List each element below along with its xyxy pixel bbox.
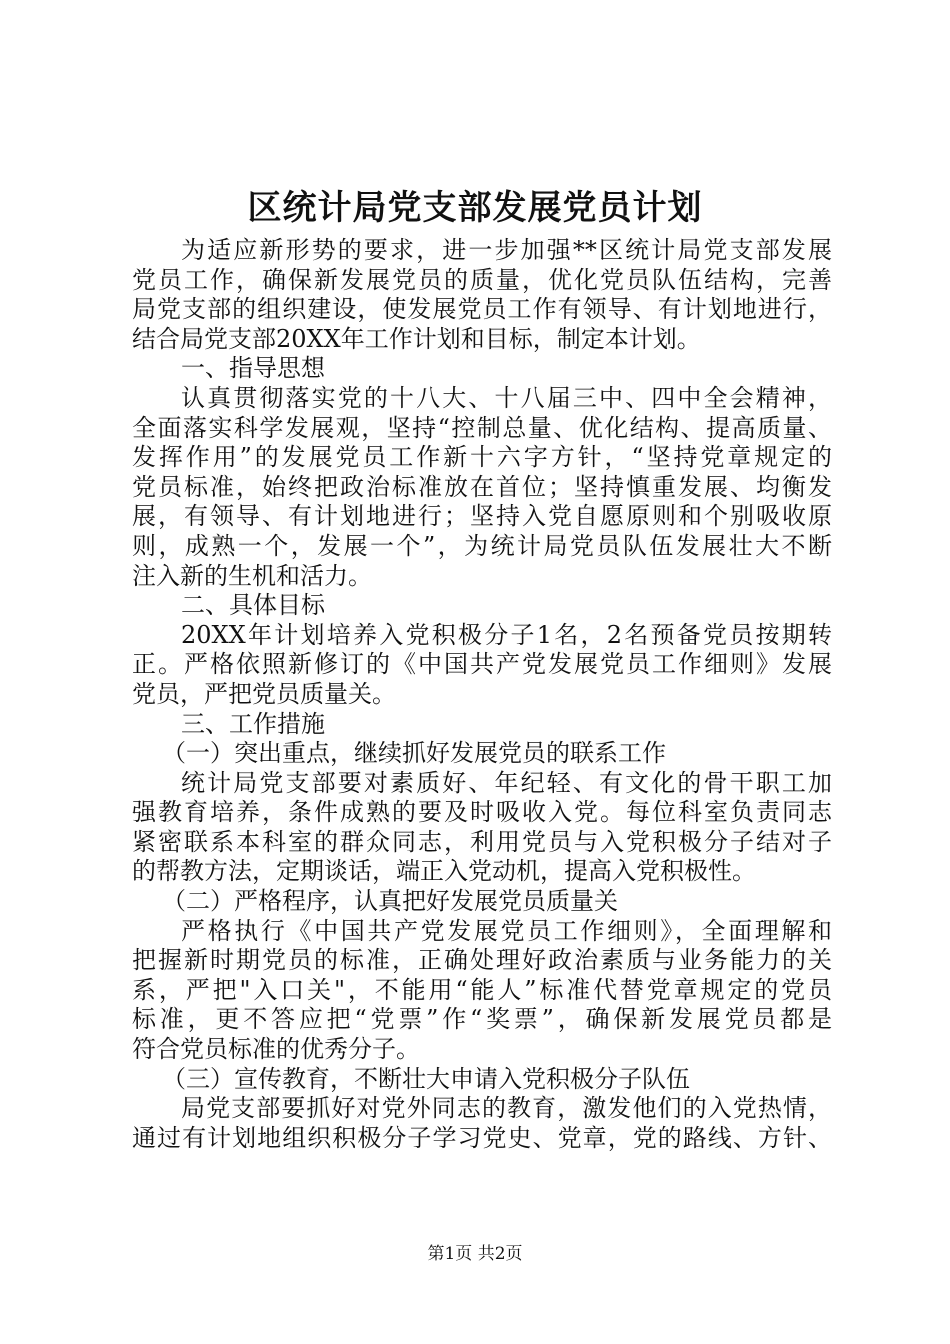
text-line: 系，严把"入口关"，不能用“能人”标准代替党章规定的党员 [132, 975, 832, 1004]
text-line: 三、工作措施 [181, 709, 325, 738]
text-line: 结合局党支部20XX年工作计划和目标，制定本计划。 [132, 324, 701, 353]
text-line: 二、具体目标 [181, 591, 325, 620]
text-line: 展，有领导、有计划地进行；坚持入党自愿原则和个别吸收原 [132, 502, 832, 531]
text-line: 标准，更不答应把“党票”作“奖票”，确保新发展党员都是 [132, 1005, 832, 1034]
text-line: 党员标准，始终把政治标准放在首位；坚持慎重发展、均衡发 [132, 472, 832, 501]
text-line: （二）严格程序，认真把好发展党员质量关 [162, 887, 618, 916]
text-line: 则，成熟一个，发展一个”，为统计局党员队伍发展壮大不断 [132, 531, 832, 560]
text-line: 统计局党支部要对素质好、年纪轻、有文化的骨干职工加 [181, 768, 832, 797]
text-line: （三）宣传教育，不断壮大申请入党积极分子队伍 [162, 1064, 690, 1093]
text-line: 局党支部要抓好对党外同志的教育，激发他们的入党热情， [181, 1094, 832, 1123]
text-line: 局党支部的组织建设，使发展党员工作有领导、有计划地进行， [132, 295, 832, 324]
text-line: 紧密联系本科室的群众同志，利用党员与入党积极分子结对子 [132, 827, 832, 856]
text-line: 党员工作，确保新发展党员的质量，优化党员队伍结构，完善 [132, 265, 832, 294]
text-line: 通过有计划地组织积极分子学习党史、党章，党的路线、方针、 [132, 1123, 832, 1152]
text-line: 注入新的生机和活力。 [132, 561, 372, 590]
text-line: 20XX年计划培养入党积极分子1名，2名预备党员按期转 [181, 620, 832, 649]
text-line: （一）突出重点，继续抓好发展党员的联系工作 [162, 739, 666, 768]
text-line: 一、指导思想 [181, 354, 325, 383]
text-line: 党员，严把党员质量关。 [132, 679, 396, 708]
text-line: 正。严格依照新修订的《中国共产党发展党员工作细则》发展 [132, 650, 832, 679]
text-line: 符合党员标准的优秀分子。 [132, 1035, 420, 1064]
text-line: 发挥作用”的发展党员工作新十六字方针，“坚持党章规定的 [132, 443, 832, 472]
text-line: 严格执行《中国共产党发展党员工作细则》，全面理解和 [181, 916, 832, 945]
page-footer: 第1页 共2页 [427, 1244, 523, 1264]
document-body [132, 236, 832, 1153]
text-line: 把握新时期党员的标准，正确处理好政治素质与业务能力的关 [132, 946, 832, 975]
text-line: 认真贯彻落实党的十八大、十八届三中、四中全会精神， [181, 383, 832, 412]
text-line: 全面落实科学发展观，坚持“控制总量、优化结构、提高质量、 [132, 413, 832, 442]
text-line: 的帮教方法，定期谈话，端正入党动机，提高入党积极性。 [132, 857, 756, 886]
document-title: 区统计局党支部发展党员计划 [247, 188, 703, 228]
text-line: 强教育培养，条件成熟的要及时吸收入党。每位科室负责同志 [132, 798, 832, 827]
text-line: 为适应新形势的要求，进一步加强**区统计局党支部发展 [181, 236, 832, 264]
